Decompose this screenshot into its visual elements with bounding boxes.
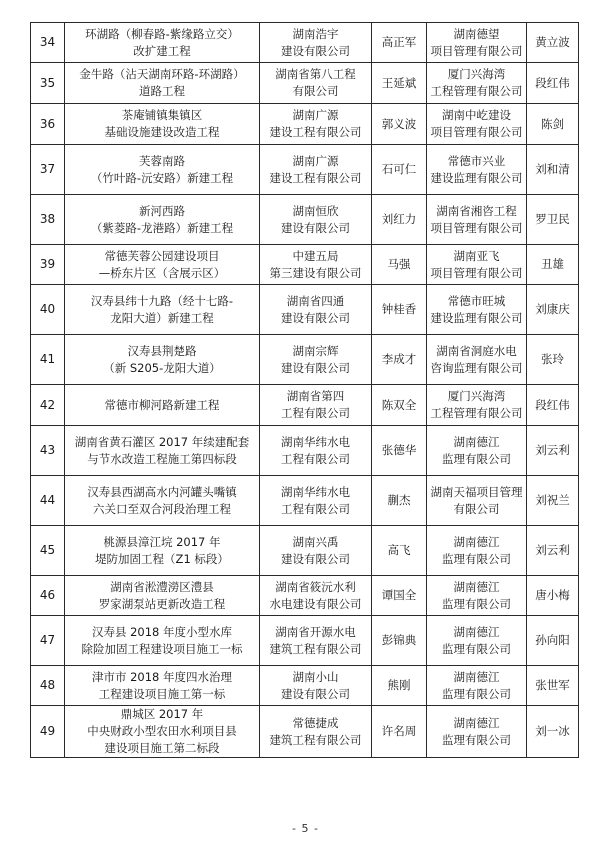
supervision-company-line: 项目管理有限公司 [430, 43, 523, 58]
supervision-company-line: 湖南德望 [453, 26, 500, 41]
construction-company-cell [260, 23, 372, 63]
project-name-line: 堤防加固工程（Z1 标段） [95, 551, 229, 566]
construction-company-line: 湖南恒欣 [292, 203, 339, 218]
construction-company-line: 湖南广源 [292, 153, 339, 168]
construction-company-cell [260, 285, 372, 335]
construction-company-line: 湖南省开源水电 [275, 624, 356, 639]
supervision-company-line: 监理有限公司 [442, 451, 511, 466]
project-name-line: 环湖路（柳春路-紫缘路立交） [85, 26, 239, 41]
table-row [31, 706, 579, 758]
project-name-cell [65, 706, 260, 758]
construction-company-line: 建设有限公司 [281, 43, 350, 58]
project-manager-cell: 刘红力 [372, 195, 427, 245]
row-number-cell: 35 [31, 63, 65, 104]
chief-supervisor-cell: 孙向阳 [527, 616, 579, 666]
chief-supervisor-cell: 陈剑 [527, 104, 579, 145]
construction-company-cell [260, 104, 372, 145]
project-name-line: 除险加固工程建设项目施工一标 [81, 641, 243, 656]
supervision-company-cell [427, 195, 527, 245]
construction-company-line: 建设工程有限公司 [269, 125, 362, 139]
project-manager-cell: 李成才 [372, 335, 427, 385]
project-name-line: 桃源县漳江垸 2017 年 [103, 534, 221, 549]
supervision-company-line: 监理有限公司 [442, 686, 511, 701]
project-manager-cell: 郭义波 [372, 104, 427, 145]
chief-supervisor-cell: 刘云利 [527, 426, 579, 476]
chief-supervisor-cell: 丑雄 [527, 245, 579, 285]
table-row [31, 104, 579, 145]
supervision-company-cell [427, 526, 527, 576]
chief-supervisor-cell: 刘祝兰 [527, 476, 579, 526]
project-name-line: 道路工程 [139, 84, 185, 98]
construction-company-line: 建设工程有限公司 [269, 170, 362, 185]
chief-supervisor-cell: 张世军 [527, 666, 579, 706]
chief-supervisor-cell: 刘一冰 [527, 706, 579, 758]
construction-company-cell [260, 145, 372, 195]
supervision-company-line: 咨询监理有限公司 [430, 360, 523, 375]
project-name-line: 中央财政小型农田水利项目县 [87, 724, 237, 738]
table-row [31, 426, 579, 476]
construction-company-line: 湖南省第八工程 [275, 67, 356, 81]
project-name-cell [65, 385, 260, 426]
construction-company-line: 中建五局 [292, 248, 339, 263]
construction-company-line: 湖南浩宇 [292, 26, 339, 41]
table-row [31, 616, 579, 666]
supervision-company-cell [427, 335, 527, 385]
table-row [31, 23, 579, 63]
project-name-cell [65, 145, 260, 195]
construction-company-cell [260, 476, 372, 526]
project-table-body [31, 23, 579, 758]
project-name-line: 茶庵铺镇集镇区 [121, 108, 203, 122]
chief-supervisor-cell: 刘云利 [527, 526, 579, 576]
project-manager-cell: 蒯杰 [372, 476, 427, 526]
table-row [31, 145, 579, 195]
supervision-company-line: 湖南亚飞 [453, 248, 500, 263]
supervision-company-line: 建设监理有限公司 [430, 170, 523, 185]
supervision-company-line: 湖南德江 [453, 669, 500, 684]
table-row [31, 385, 579, 426]
row-number-cell: 44 [31, 476, 65, 526]
project-name-line: 汉寿县纬十九路（经十七路- [90, 293, 234, 308]
chief-supervisor-cell: 罗卫民 [527, 195, 579, 245]
project-name-cell [65, 426, 260, 476]
project-name-line: 金牛路（沾天湖南环路-环湖路） [79, 67, 245, 81]
row-number-cell: 49 [31, 706, 65, 758]
construction-company-line: 有限公司 [292, 84, 339, 98]
supervision-company-line: 监理有限公司 [442, 641, 511, 656]
project-manager-cell: 许名周 [372, 706, 427, 758]
supervision-company-line: 项目管理有限公司 [430, 220, 523, 235]
supervision-company-line: 监理有限公司 [442, 596, 511, 611]
supervision-company-line: 湖南省洞庭水电 [436, 343, 517, 358]
project-manager-cell: 王延斌 [372, 63, 427, 104]
project-manager-cell: 熊刚 [372, 666, 427, 706]
construction-company-line: 建设有限公司 [281, 551, 350, 566]
chief-supervisor-cell: 刘康庆 [527, 285, 579, 335]
construction-company-cell [260, 616, 372, 666]
supervision-company-line: 有限公司 [453, 501, 500, 516]
supervision-company-line: 项目管理有限公司 [430, 265, 523, 280]
construction-company-line: 建设有限公司 [281, 360, 350, 375]
project-name-line: 湖南省黄石灌区 2017 年续建配套 [74, 434, 250, 449]
construction-company-cell [260, 666, 372, 706]
chief-supervisor-cell: 段红伟 [527, 385, 579, 426]
construction-company-line: 水电建设有限公司 [269, 596, 362, 611]
project-manager-cell: 钟桂香 [372, 285, 427, 335]
project-name-line: 六关口至双合河段治理工程 [93, 501, 231, 516]
construction-company-line: 建设有限公司 [281, 220, 350, 235]
project-name-line: 汉寿县西湖高水内河罐头嘴镇 [87, 484, 237, 499]
project-name-line: （竹叶路-沅安路）新建工程 [90, 170, 234, 185]
construction-company-line: 湖南华纬水电 [281, 434, 350, 449]
construction-company-line: 建筑工程有限公司 [269, 732, 362, 747]
project-name-cell [65, 285, 260, 335]
row-number-cell: 48 [31, 666, 65, 706]
project-name-cell [65, 104, 260, 145]
project-name-line: 湖南省淞澧澇区澧县 [110, 579, 214, 594]
project-name-line: 改扩建工程 [133, 43, 191, 58]
supervision-company-cell [427, 666, 527, 706]
project-name-line: 汉寿县 2018 年度小型水库 [91, 624, 233, 639]
supervision-company-cell [427, 385, 527, 426]
construction-company-line: 建设有限公司 [281, 686, 350, 701]
construction-company-cell [260, 195, 372, 245]
construction-company-line: 湖南广源 [292, 108, 339, 122]
project-name-line: 常德市柳河路新建工程 [104, 397, 220, 412]
row-number-cell: 43 [31, 426, 65, 476]
construction-company-line: 建设有限公司 [281, 310, 350, 325]
construction-company-cell [260, 385, 372, 426]
row-number-cell: 38 [31, 195, 65, 245]
chief-supervisor-cell: 刘和清 [527, 145, 579, 195]
supervision-company-line: 厦门兴海湾 [447, 67, 506, 81]
project-name-cell [65, 335, 260, 385]
table-row [31, 195, 579, 245]
construction-company-line: 工程有限公司 [281, 406, 350, 420]
project-name-line: 鼎城区 2017 年 [120, 707, 204, 721]
row-number-cell: 40 [31, 285, 65, 335]
construction-company-cell [260, 526, 372, 576]
supervision-company-cell [427, 23, 527, 63]
construction-company-line: 湖南宗辉 [292, 343, 339, 358]
project-name-cell [65, 23, 260, 63]
chief-supervisor-cell: 黄立波 [527, 23, 579, 63]
project-manager-cell: 石可仁 [372, 145, 427, 195]
project-name-cell [65, 476, 260, 526]
supervision-company-cell [427, 706, 527, 758]
project-manager-cell: 彭锦典 [372, 616, 427, 666]
construction-company-line: 湖南省第四 [286, 389, 345, 403]
supervision-company-line: 湖南德江 [453, 579, 500, 594]
supervision-company-cell [427, 285, 527, 335]
project-name-line: 工程建设项目施工第一标 [98, 686, 226, 701]
table-row [31, 576, 579, 616]
supervision-company-line: 湖南德江 [453, 534, 500, 549]
construction-company-line: 建筑工程有限公司 [269, 641, 362, 656]
project-name-cell [65, 526, 260, 576]
supervision-company-line: 常德市兴业 [447, 153, 506, 168]
construction-company-line: 湖南省四通 [286, 293, 345, 308]
chief-supervisor-cell: 张玲 [527, 335, 579, 385]
supervision-company-line: 湖南德江 [453, 624, 500, 639]
supervision-company-line: 湖南省湘咨工程 [436, 203, 517, 218]
construction-company-cell [260, 706, 372, 758]
supervision-company-line: 湖南德江 [453, 715, 500, 730]
supervision-company-cell [427, 426, 527, 476]
chief-supervisor-cell: 唐小梅 [527, 576, 579, 616]
project-name-line: 罗家湖泵站更新改造工程 [98, 596, 226, 611]
project-name-cell [65, 666, 260, 706]
construction-company-line: 工程有限公司 [281, 501, 350, 516]
project-name-cell [65, 195, 260, 245]
row-number-cell: 42 [31, 385, 65, 426]
project-name-line: 建设项目施工第二标段 [104, 741, 220, 755]
project-name-line: 津市市 2018 年度四水治理 [91, 669, 233, 684]
supervision-company-line: 项目管理有限公司 [430, 125, 523, 139]
table-row [31, 285, 579, 335]
project-manager-cell: 高飞 [372, 526, 427, 576]
supervision-company-cell [427, 476, 527, 526]
project-name-line: （紫菱路-龙港路）新建工程 [90, 220, 234, 235]
project-name-cell [65, 245, 260, 285]
supervision-company-line: 湖南德江 [453, 434, 500, 449]
supervision-company-cell [427, 576, 527, 616]
row-number-cell: 39 [31, 245, 65, 285]
construction-company-cell [260, 426, 372, 476]
row-number-cell: 34 [31, 23, 65, 63]
project-name-line: —桥东片区（含展示区） [98, 265, 226, 280]
project-manager-cell: 张德华 [372, 426, 427, 476]
supervision-company-line: 工程管理有限公司 [430, 84, 523, 98]
row-number-cell: 47 [31, 616, 65, 666]
row-number-cell: 36 [31, 104, 65, 145]
project-name-cell [65, 63, 260, 104]
project-name-line: 龙阳大道）新建工程 [110, 310, 214, 325]
supervision-company-cell [427, 63, 527, 104]
project-table [30, 22, 579, 758]
page-number: - 5 - [292, 822, 319, 835]
supervision-company-line: 常德市旺城 [447, 293, 506, 308]
construction-company-line: 湖南小山 [292, 669, 339, 684]
project-name-line: 基础设施建设改造工程 [104, 125, 220, 139]
supervision-company-line: 湖南天福项目管理 [430, 484, 523, 499]
construction-company-cell [260, 335, 372, 385]
row-number-cell: 45 [31, 526, 65, 576]
construction-company-line: 工程有限公司 [281, 451, 350, 466]
project-name-cell [65, 616, 260, 666]
chief-supervisor-cell: 段红伟 [527, 63, 579, 104]
project-manager-cell: 谭国全 [372, 576, 427, 616]
project-manager-cell: 高正军 [372, 23, 427, 63]
row-number-cell: 41 [31, 335, 65, 385]
table-row [31, 63, 579, 104]
supervision-company-line: 厦门兴海湾 [447, 389, 506, 403]
supervision-company-line: 监理有限公司 [442, 551, 511, 566]
construction-company-line: 湖南华纬水电 [281, 484, 350, 499]
construction-company-line: 常德捷成 [292, 715, 339, 730]
supervision-company-cell [427, 104, 527, 145]
supervision-company-cell [427, 616, 527, 666]
project-name-line: 常德芙蓉公园建设项目 [104, 248, 220, 263]
project-name-line: 与节水改造工程施工第四标段 [87, 451, 237, 466]
project-name-line: 汉寿县荆楚路 [127, 343, 197, 358]
construction-company-cell [260, 245, 372, 285]
supervision-company-line: 建设监理有限公司 [430, 310, 523, 325]
project-name-line: （新 S205-龙阳大道） [103, 360, 221, 375]
construction-company-line: 第三建设有限公司 [269, 265, 362, 280]
construction-company-cell [260, 576, 372, 616]
row-number-cell: 37 [31, 145, 65, 195]
project-manager-cell: 陈双全 [372, 385, 427, 426]
table-row [31, 245, 579, 285]
table-row [31, 526, 579, 576]
project-name-cell [65, 576, 260, 616]
supervision-company-line: 监理有限公司 [442, 732, 511, 747]
project-name-line: 芙蓉南路 [139, 153, 185, 168]
table-row [31, 335, 579, 385]
construction-company-line: 湖南兴禹 [292, 534, 339, 549]
table-row [31, 666, 579, 706]
supervision-company-cell [427, 145, 527, 195]
supervision-company-line: 工程管理有限公司 [430, 406, 523, 420]
supervision-company-cell [427, 245, 527, 285]
project-manager-cell: 马强 [372, 245, 427, 285]
supervision-company-line: 湖南中屹建设 [442, 108, 511, 122]
table-row [31, 476, 579, 526]
construction-company-line: 湖南省筱沅水利 [275, 579, 356, 594]
row-number-cell: 46 [31, 576, 65, 616]
project-name-line: 新河西路 [139, 203, 185, 218]
construction-company-cell [260, 63, 372, 104]
